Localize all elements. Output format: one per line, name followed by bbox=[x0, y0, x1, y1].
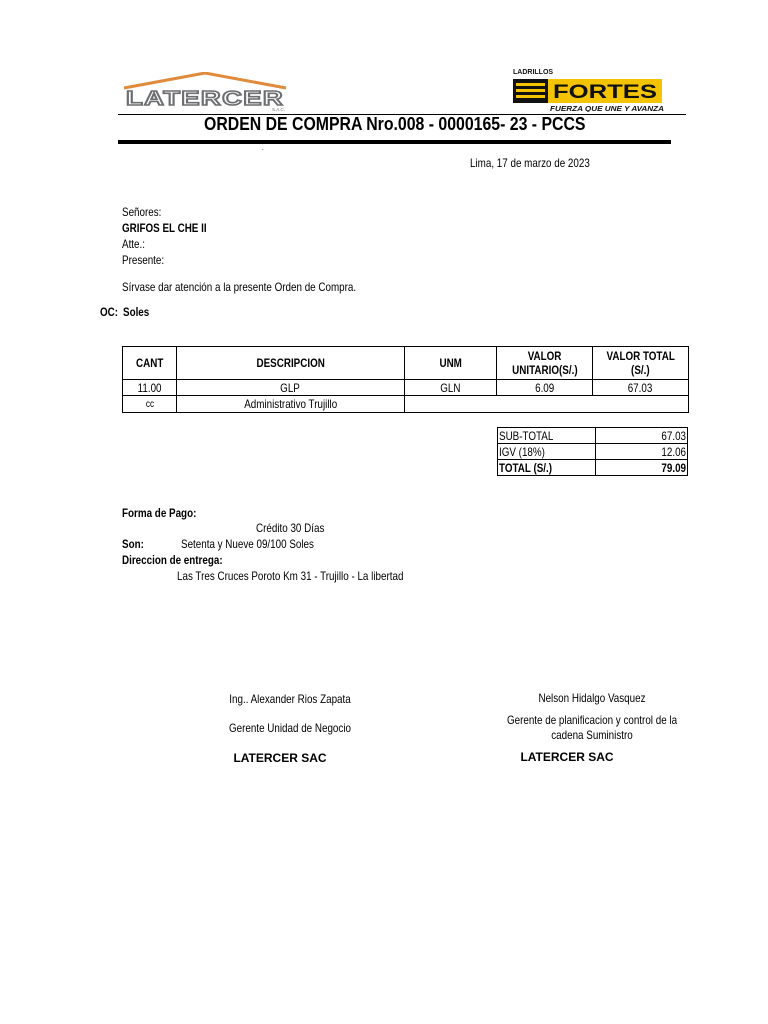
left-signature-role-wrap bbox=[170, 721, 410, 735]
totals-table bbox=[497, 427, 688, 476]
direccion-value: Las Tres Cruces Poroto Km 31 - Trujillo - La libertad bbox=[177, 569, 404, 583]
cell-cant: 11.00 bbox=[123, 380, 177, 396]
left-signature-name-wrap bbox=[170, 692, 410, 706]
right-signature-company: LATERCER SAC bbox=[520, 750, 614, 764]
svg-text:LADRILLOS: LADRILLOS bbox=[513, 69, 554, 76]
header-valor-unitario: VALOR UNITARIO(S/.) bbox=[497, 347, 593, 380]
right-signature-role-line2: cadena Suministro bbox=[551, 728, 633, 742]
son-value: Setenta y Nueve 09/100 Soles bbox=[181, 537, 314, 551]
title-underline bbox=[118, 140, 671, 144]
svg-text:LATERCER: LATERCER bbox=[126, 88, 284, 110]
atte-label: Atte.: bbox=[122, 237, 145, 251]
subtotal-value: 67.03 bbox=[596, 428, 688, 444]
total-value: 79.09 bbox=[596, 460, 688, 476]
svg-text:S.A.C.: S.A.C. bbox=[272, 107, 286, 112]
son-label: Son: bbox=[122, 537, 144, 551]
intro-text: Sírvase dar atención a la presente Orden de Compra. bbox=[122, 280, 357, 294]
table-row bbox=[123, 396, 689, 413]
cell-empty bbox=[405, 396, 689, 413]
senores-label: Señores: bbox=[122, 205, 162, 219]
subtotal-label: SUB-TOTAL bbox=[498, 428, 596, 444]
header-valor-total: VALOR TOTAL (S/.) bbox=[593, 347, 689, 380]
left-signature-name: Ing.. Alexander Rios Zapata bbox=[229, 692, 351, 706]
header-cant: CANT bbox=[123, 347, 177, 380]
right-signature-name: Nelson Hidalgo Vasquez bbox=[538, 691, 646, 705]
latercer-logo-graphic bbox=[122, 72, 288, 112]
igv-value: 12.06 bbox=[596, 444, 688, 460]
recipient-company: GRIFOS EL CHE II bbox=[122, 221, 207, 235]
stray-dot: . bbox=[262, 146, 264, 152]
cell-valor-unitario: 6.09 bbox=[497, 380, 593, 396]
subtotal-row bbox=[498, 428, 688, 444]
document-title: ORDEN DE COMPRA Nro.008 - 0000165- 23 - PCCS bbox=[204, 114, 586, 134]
igv-label: IGV (18%) bbox=[498, 444, 596, 460]
table-header-row bbox=[123, 347, 689, 380]
right-signature-role-wrap bbox=[472, 713, 712, 742]
items-table bbox=[122, 346, 689, 413]
cell-valor-total: 67.03 bbox=[593, 380, 689, 396]
forma-pago-value: Crédito 30 Días bbox=[256, 521, 325, 535]
header-unm: UNM bbox=[405, 347, 497, 380]
cell-cant: cc bbox=[123, 396, 177, 413]
header-descripcion: DESCRIPCION bbox=[177, 347, 405, 380]
fortes-logo bbox=[510, 66, 668, 112]
forma-pago-label: Forma de Pago: bbox=[122, 506, 197, 520]
oc-label: OC: bbox=[100, 305, 119, 319]
latercer-logo bbox=[122, 72, 288, 112]
left-signature-company: LATERCER SAC bbox=[233, 751, 327, 765]
total-row bbox=[498, 460, 688, 476]
date-line: Lima, 17 de marzo de 2023 bbox=[470, 156, 590, 170]
direccion-label: Direccion de entrega: bbox=[122, 553, 223, 567]
cell-unm: GLN bbox=[405, 380, 497, 396]
left-signature-role: Gerente Unidad de Negocio bbox=[228, 721, 351, 735]
igv-row bbox=[498, 444, 688, 460]
svg-text:FORTES: FORTES bbox=[553, 82, 657, 103]
oc-currency: Soles bbox=[123, 305, 150, 319]
svg-text:FUERZA QUE UNE Y AVANZA: FUERZA QUE UNE Y AVANZA bbox=[550, 104, 664, 112]
table-row bbox=[123, 380, 689, 396]
right-signature-name-wrap bbox=[472, 691, 712, 705]
cell-descripcion: GLP bbox=[177, 380, 405, 396]
presente-label: Presente: bbox=[122, 253, 165, 267]
cell-descripcion: Administrativo Trujillo bbox=[177, 396, 405, 413]
total-label: TOTAL (S/.) bbox=[498, 460, 596, 476]
fortes-logo-graphic bbox=[510, 66, 668, 112]
right-signature-role-line1: Gerente de planificacion y control de la bbox=[506, 713, 678, 727]
